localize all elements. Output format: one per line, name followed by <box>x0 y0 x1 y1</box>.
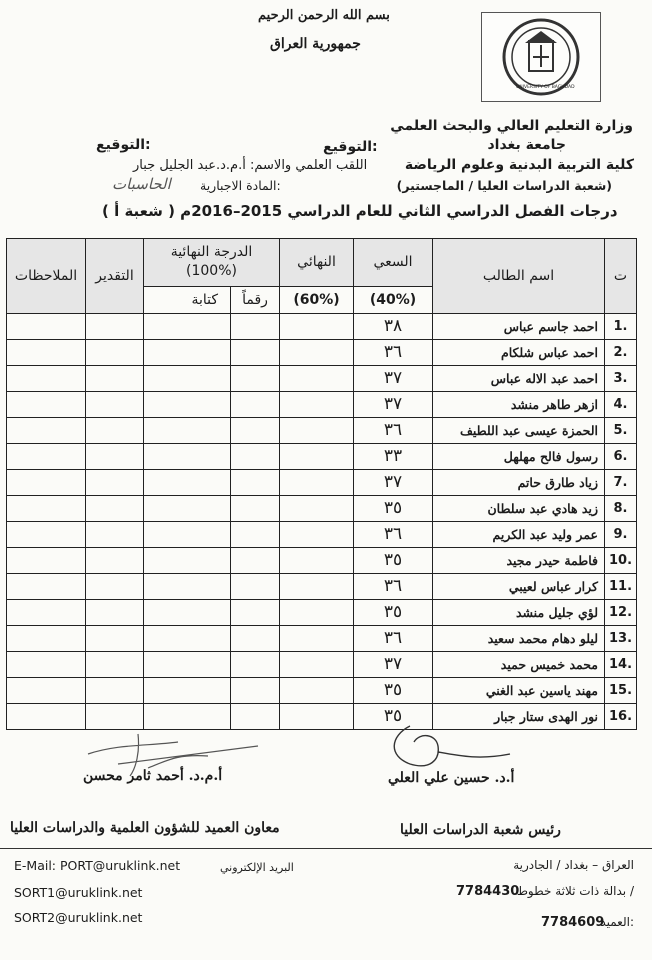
student-name: لؤي جليل منشد <box>433 599 605 625</box>
instructor-name: اللقب العلمي والاسم: أ.م.د.عبد الجليل جبار <box>133 158 368 173</box>
table-row <box>7 495 637 521</box>
basmala: بسم الله الرحمن الرحيم <box>258 8 390 23</box>
student-name: محمد خميس حميد <box>433 651 605 677</box>
grade-digits-cell <box>231 417 280 443</box>
final-exam-cell <box>280 521 354 547</box>
table-row <box>7 599 637 625</box>
email-tertiary: SORT2@uruklink.net <box>14 910 143 925</box>
republic-heading: جمهورية العراق <box>270 36 361 52</box>
grades-rows <box>7 313 637 729</box>
final-exam-cell <box>280 495 354 521</box>
effort-header: السعي <box>354 239 433 287</box>
appraisal-cell <box>86 573 144 599</box>
effort-pct: (40%) <box>354 286 433 313</box>
notes-cell <box>7 521 86 547</box>
effort-score: ٣٧ <box>354 651 433 677</box>
left-signer-title: معاون العميد للشؤون العلمية والدراسات العليا <box>10 820 280 836</box>
student-name: احمد جاسم عباس <box>433 313 605 339</box>
row-number: 12. <box>605 599 637 625</box>
effort-score: ٣٦ <box>354 625 433 651</box>
final-exam-cell <box>280 677 354 703</box>
row-number: 10. <box>605 547 637 573</box>
grade-words-cell <box>144 469 231 495</box>
student-name: مهند ياسين عبد الغني <box>433 677 605 703</box>
final-exam-cell <box>280 469 354 495</box>
university-name: جامعة بغداد <box>487 137 566 153</box>
row-number: 5. <box>605 417 637 443</box>
appraisal-cell <box>86 625 144 651</box>
student-name: نور الهدى ستار جبار <box>433 703 605 729</box>
grade-words-cell <box>144 495 231 521</box>
grade-words-cell <box>144 521 231 547</box>
final-exam-cell <box>280 599 354 625</box>
notes-cell <box>7 703 86 729</box>
appraisal-cell <box>86 547 144 573</box>
table-row <box>7 573 637 599</box>
student-name: ليلو دهام محمد سعيد <box>433 625 605 651</box>
grade-words-cell <box>144 417 231 443</box>
appraisal-cell <box>86 365 144 391</box>
effort-score: ٣٥ <box>354 703 433 729</box>
row-number: 8. <box>605 495 637 521</box>
ministry-name: وزارة التعليم العالي والبحث العلمي <box>390 118 633 134</box>
grade-words-cell <box>144 313 231 339</box>
grade-digits-cell <box>231 651 280 677</box>
appraisal-cell <box>86 599 144 625</box>
right-signature <box>380 716 520 776</box>
final-exam-cell <box>280 443 354 469</box>
final-grade-header <box>144 239 280 287</box>
dean-label: العميد: <box>600 915 634 929</box>
notes-cell <box>7 625 86 651</box>
document-title: درجات الفصل الدراسي الثاني للعام الدراسي 2015–2016م ( شعبة أ ) <box>102 202 618 220</box>
right-signer-title: رئيس شعبة الدراسات العليا <box>400 822 561 838</box>
student-name: زياد طارق حاتم <box>433 469 605 495</box>
notes-cell <box>7 417 86 443</box>
row-number: 2. <box>605 339 637 365</box>
grade-words-cell <box>144 339 231 365</box>
final-exam-cell <box>280 417 354 443</box>
email-secondary: SORT1@uruklink.net <box>14 885 143 900</box>
student-name: ازهر طاهر منشد <box>433 391 605 417</box>
effort-score: ٣٣ <box>354 443 433 469</box>
effort-score: ٣٦ <box>354 339 433 365</box>
student-name: رسول فالح مهلهل <box>433 443 605 469</box>
appraisal-header: التقدير <box>86 239 144 314</box>
appraisal-cell <box>86 339 144 365</box>
grade-words-cell <box>144 651 231 677</box>
logo-text: UNIVERSITY OF BAGHDAD <box>516 85 575 90</box>
student-name: احمد عبد الاله عباس <box>433 365 605 391</box>
effort-score: ٣٦ <box>354 417 433 443</box>
table-row <box>7 547 637 573</box>
row-number: 13. <box>605 625 637 651</box>
address: العراق – بغداد / الجادرية <box>513 858 634 872</box>
notes-cell <box>7 547 86 573</box>
student-name: كرار عباس لعيبي <box>433 573 605 599</box>
footer-divider <box>0 848 652 849</box>
notes-cell <box>7 391 86 417</box>
signature-label-left: التوقيع: <box>96 137 151 153</box>
table-row <box>7 365 637 391</box>
email-primary: E-Mail: PORT@uruklink.net <box>14 858 181 873</box>
grade-digits-cell <box>231 547 280 573</box>
final-grade-label: الدرجة النهائية <box>170 244 253 261</box>
table-row <box>7 651 637 677</box>
student-name: زيد هادي عبد سلطان <box>433 495 605 521</box>
table-row <box>7 417 637 443</box>
grade-words-cell <box>144 625 231 651</box>
table-row <box>7 625 637 651</box>
final-grade-pct: (100%) <box>186 263 237 280</box>
final-exam-cell <box>280 651 354 677</box>
grade-digits-cell <box>231 495 280 521</box>
email-label: البريد الإلكتروني <box>220 861 294 874</box>
table-row <box>7 521 637 547</box>
row-number: 15. <box>605 677 637 703</box>
effort-score: ٣٦ <box>354 521 433 547</box>
appraisal-cell <box>86 469 144 495</box>
row-number: 3. <box>605 365 637 391</box>
student-name: احمد عباس شلكام <box>433 339 605 365</box>
appraisal-cell <box>86 391 144 417</box>
final-exam-pct: (60%) <box>280 286 354 313</box>
notes-header: الملاحظات <box>7 239 86 314</box>
row-number: 16. <box>605 703 637 729</box>
notes-cell <box>7 677 86 703</box>
grade-digits-cell <box>231 443 280 469</box>
notes-cell <box>7 443 86 469</box>
effort-score: ٣٥ <box>354 547 433 573</box>
college-name: كلية التربية البدنية وعلوم الرياضة <box>404 157 634 173</box>
grade-digits-cell <box>231 469 280 495</box>
grade-digits-cell <box>231 313 280 339</box>
appraisal-cell <box>86 677 144 703</box>
final-exam-cell <box>280 365 354 391</box>
notes-cell <box>7 495 86 521</box>
grade-digits-cell <box>231 573 280 599</box>
grade-words-cell <box>144 547 231 573</box>
appraisal-cell <box>86 495 144 521</box>
grade-words-cell <box>144 391 231 417</box>
number-header: ت <box>605 239 637 314</box>
appraisal-cell <box>86 313 144 339</box>
final-exam-cell <box>280 573 354 599</box>
student-name: عمر وليد عبد الكريم <box>433 521 605 547</box>
effort-score: ٣٧ <box>354 469 433 495</box>
grade-words-cell <box>144 365 231 391</box>
table-row <box>7 677 637 703</box>
table-row <box>7 391 637 417</box>
appraisal-cell <box>86 521 144 547</box>
words-header: كتابة <box>144 286 231 313</box>
row-number: 14. <box>605 651 637 677</box>
right-signer-name: أ.د. حسين علي العلي <box>388 770 515 786</box>
phone-line-label: بدالة ذات ثلاثة خطوط / <box>516 884 634 898</box>
subject-value: الحاسبات <box>112 175 171 193</box>
grade-digits-cell <box>231 677 280 703</box>
final-exam-cell <box>280 625 354 651</box>
university-logo <box>481 12 601 102</box>
notes-cell <box>7 339 86 365</box>
final-exam-cell <box>280 313 354 339</box>
notes-cell <box>7 313 86 339</box>
grades-table <box>6 238 637 730</box>
grade-digits-cell <box>231 599 280 625</box>
final-exam-cell <box>280 547 354 573</box>
table-row <box>7 443 637 469</box>
effort-score: ٣٦ <box>354 573 433 599</box>
effort-score: ٣٧ <box>354 391 433 417</box>
table-row <box>7 313 637 339</box>
grade-words-cell <box>144 677 231 703</box>
appraisal-cell <box>86 651 144 677</box>
grade-digits-cell <box>231 365 280 391</box>
left-signer-name: أ.م.د. أحمد ثامر محسن <box>83 768 223 784</box>
signature-label-right: التوقيع: <box>323 139 378 155</box>
student-name-header: اسم الطالب <box>433 239 605 314</box>
row-number: 9. <box>605 521 637 547</box>
grade-digits-cell <box>231 625 280 651</box>
notes-cell <box>7 365 86 391</box>
grade-words-cell <box>144 443 231 469</box>
final-exam-cell <box>280 703 354 729</box>
student-name: الحمزة عيسى عبد اللطيف <box>433 417 605 443</box>
effort-score: ٣٧ <box>354 365 433 391</box>
subject-label: المادة الاجبارية: <box>200 178 281 193</box>
appraisal-cell <box>86 417 144 443</box>
grade-words-cell <box>144 599 231 625</box>
row-number: 7. <box>605 469 637 495</box>
effort-score: ٣٥ <box>354 495 433 521</box>
table-row <box>7 339 637 365</box>
grade-digits-cell <box>231 521 280 547</box>
student-name: فاطمة حيدر مجيد <box>433 547 605 573</box>
notes-cell <box>7 599 86 625</box>
grade-words-cell <box>144 573 231 599</box>
row-number: 1. <box>605 313 637 339</box>
row-number: 11. <box>605 573 637 599</box>
final-exam-cell <box>280 391 354 417</box>
row-number: 4. <box>605 391 637 417</box>
notes-cell <box>7 469 86 495</box>
appraisal-cell <box>86 443 144 469</box>
dean-phone: 7784609 <box>541 915 605 930</box>
division-name: (شعبة الدراسات العليا / الماجستير) <box>396 178 612 193</box>
effort-score: ٣٥ <box>354 599 433 625</box>
phone-number: 7784430 <box>456 884 520 899</box>
table-row <box>7 469 637 495</box>
notes-cell <box>7 573 86 599</box>
effort-score: ٣٥ <box>354 677 433 703</box>
final-exam-header: النهائي <box>280 239 354 287</box>
final-exam-cell <box>280 339 354 365</box>
effort-score: ٣٨ <box>354 313 433 339</box>
grade-digits-cell <box>231 391 280 417</box>
grade-digits-cell <box>231 339 280 365</box>
digits-header: رقماً <box>231 286 280 313</box>
notes-cell <box>7 651 86 677</box>
row-number: 6. <box>605 443 637 469</box>
